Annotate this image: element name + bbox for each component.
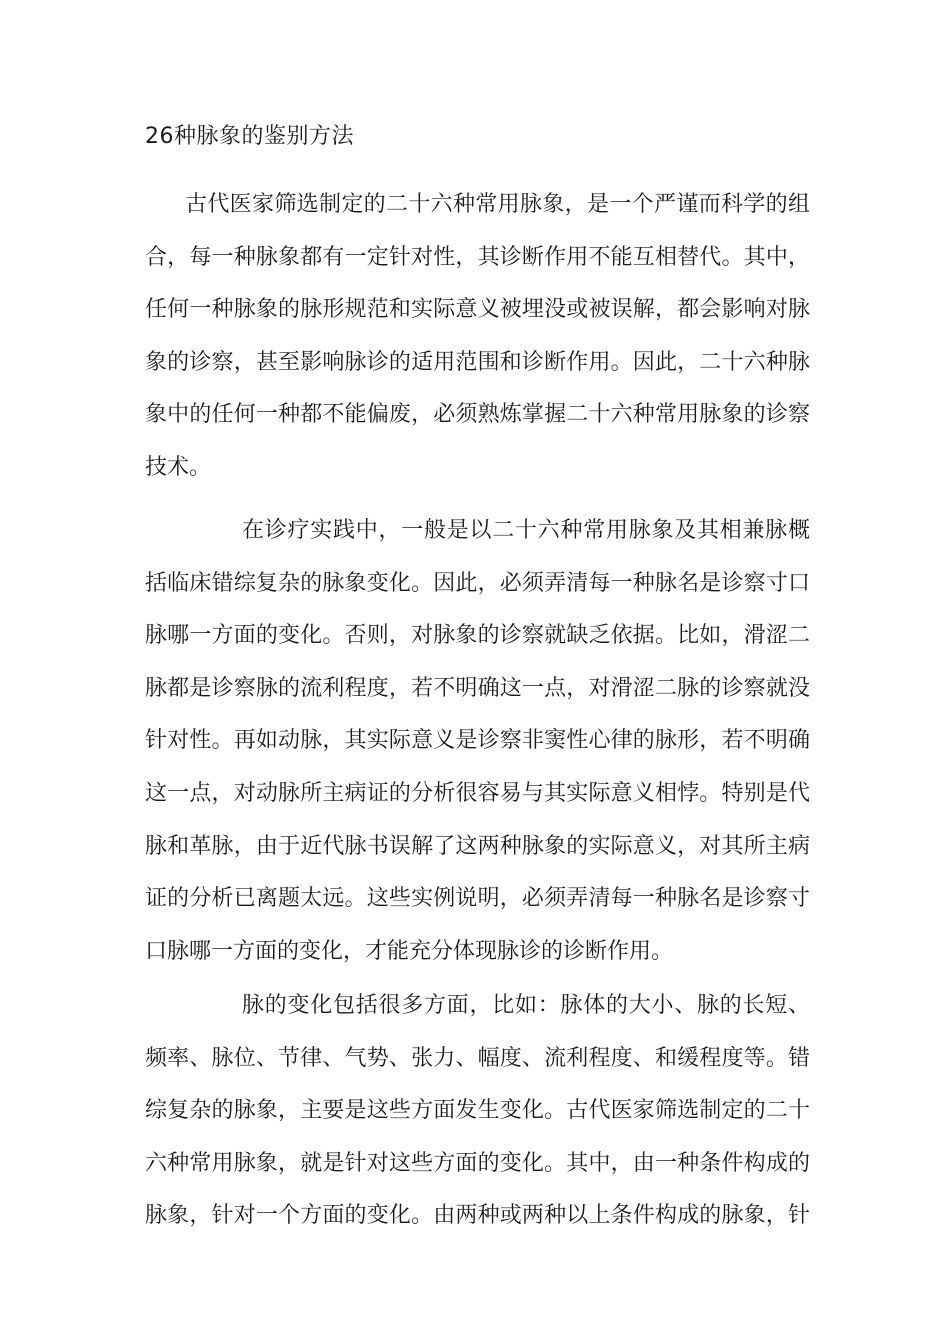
paragraph-2 (145, 514, 810, 987)
paragraph-line: 任何一种脉象的脉形规范和实际意义被埋没或被误解，都会影响对脉 (145, 297, 810, 323)
paragraph-line: 在诊疗实践中，一般是以二十六种常用脉象及其相兼脉概 (242, 518, 810, 543)
paragraph-line: 括临床错综复杂的脉象变化。因此，必须弄清每一种脉名是诊察寸口 (145, 570, 810, 596)
paragraph-line: 脉的变化包括很多方面，比如：脉体的大小、脉的长短、 (242, 993, 810, 1018)
document-title: 26种脉象的鉴别方法 (145, 124, 354, 149)
paragraph-line: 针对性。再如动脉，其实际意义是诊察非窦性心律的脉形，若不明确 (145, 728, 810, 754)
paragraph-line: 脉和革脉，由于近代脉书误解了这两种脉象的实际意义，对其所主病 (145, 833, 810, 859)
paragraph-3 (145, 989, 810, 1252)
paragraph-line: 象的诊察，甚至影响脉诊的适用范围和诊断作用。因此，二十六种脉 (145, 349, 810, 375)
paragraph-line: 口脉哪一方面的变化，才能充分体现脉诊的诊断作用。 (145, 938, 674, 964)
paragraph-line: 脉象，针对一个方面的变化。由两种或两种以上条件构成的脉象，针 (145, 1203, 810, 1229)
paragraph-line: 频率、脉位、节律、气势、张力、幅度、流利程度、和缓程度等。错 (145, 1045, 810, 1071)
paragraph-line: 脉都是诊察脉的流利程度，若不明确这一点，对滑涩二脉的诊察就没 (145, 675, 810, 701)
paragraph-line: 合，每一种脉象都有一定针对性，其诊断作用不能互相替代。其中， (145, 244, 810, 270)
paragraph-1 (145, 188, 810, 504)
paragraph-line: 证的分析已离题太远。这些实例说明，必须弄清每一种脉名是诊察寸 (145, 886, 810, 912)
paragraph-line: 技术。 (145, 454, 212, 480)
paragraph-line: 古代医家筛选制定的二十六种常用脉象，是一个严谨而科学的组 (185, 192, 810, 217)
paragraph-line: 脉哪一方面的变化。否则，对脉象的诊察就缺乏依据。比如，滑涩二 (145, 623, 810, 649)
paragraph-line: 象中的任何一种都不能偏废，必须熟炼掌握二十六种常用脉象的诊察 (145, 402, 810, 428)
paragraph-line: 六种常用脉象，就是针对这些方面的变化。其中，由一种条件构成的 (145, 1150, 810, 1176)
paragraph-line: 综复杂的脉象，主要是这些方面发生变化。古代医家筛选制定的二十 (145, 1098, 810, 1124)
paragraph-line: 这一点，对动脉所主病证的分析很容易与其实际意义相悖。特别是代 (145, 780, 810, 806)
